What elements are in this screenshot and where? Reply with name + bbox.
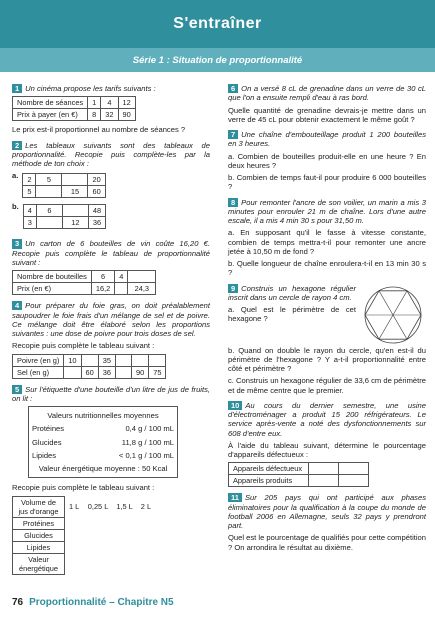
exercise-question-a: a. Combien de bouteilles produit-elle en une heure ? En deux heures ? bbox=[228, 151, 426, 170]
exercise-question: Recopie puis complète le tableau suivant : bbox=[12, 341, 155, 351]
exercise-question: À l'aide du tableau suivant, détermine le pourcentage d'appareils défectueux : bbox=[228, 440, 426, 459]
page-number: 76 bbox=[12, 597, 24, 608]
foie-gras-table bbox=[12, 354, 166, 379]
nutrient-value: 11,8 g / 100 mL bbox=[121, 437, 174, 447]
exercise-question: Quel est le pourcentage de qualifiés pour cette compétition ? On arrondira le résultat au dixième. bbox=[228, 533, 426, 552]
table-cell: Appareils produits bbox=[229, 475, 309, 487]
table-cell bbox=[132, 354, 149, 366]
table-cell: 48 bbox=[88, 205, 105, 217]
item-label: a. bbox=[12, 171, 19, 181]
exercise-number: 4 bbox=[12, 301, 22, 310]
exercise-number: 5 bbox=[12, 385, 22, 394]
table-cell: 5 bbox=[36, 174, 62, 186]
table-cell: 2 L bbox=[140, 502, 152, 512]
exercise-text: Pour préparer du foie gras, on doit préalablement saupoudrer le foie frais d'un mélange de sel et de poivre. Ce mélange doit être élaboré selon les proportions suivantes : une dose de poivre pour trois doses de sel. bbox=[12, 301, 210, 338]
table-cell: 60 bbox=[81, 366, 98, 378]
nutrient-value: < 0,1 g / 100 mL bbox=[118, 450, 174, 460]
nutrition-title: Valeurs nutritionnelles moyennes bbox=[47, 411, 159, 421]
exercise-question-c: c. Construis un hexagone régulier de 33,6 cm de périmètre et de même centre que le premier. bbox=[228, 376, 426, 395]
exercise-number: 10 bbox=[228, 401, 242, 410]
table-cell: 10 bbox=[64, 354, 81, 366]
exercise-text: Les tableaux suivants sont des tableaux de proportionnalité. Recopie puis complète-les par la méthode de ton choix : bbox=[12, 140, 210, 169]
table-cell: 90 bbox=[132, 366, 149, 378]
table-cell: 0,25 L bbox=[87, 502, 109, 512]
table-cell: 60 bbox=[88, 186, 105, 198]
table-cell: 4 bbox=[101, 97, 118, 109]
exercise-number: 8 bbox=[228, 198, 238, 207]
table-cell bbox=[149, 354, 166, 366]
exercise-text: Sur 205 pays qui ont participé aux phases éliminatoires pour la qualification à la coupe du monde de football 2006 en Allemagne, seuls 32 pays y prendront part. bbox=[228, 493, 426, 531]
table-cell: 6 bbox=[36, 205, 62, 217]
exercise-number: 7 bbox=[228, 130, 238, 139]
table-cell: 16,2 bbox=[91, 283, 114, 295]
table-cell bbox=[115, 283, 128, 295]
table-cell bbox=[116, 354, 132, 366]
exercise-9 bbox=[228, 284, 426, 395]
table-cell: 5 bbox=[23, 186, 36, 198]
table-cell bbox=[62, 205, 88, 217]
chapter-header bbox=[0, 0, 435, 86]
table-cell: Prix à payer (en €) bbox=[13, 109, 88, 121]
table-cell: 3 bbox=[23, 217, 36, 229]
defect-table bbox=[228, 462, 369, 487]
table-cell: Protéines bbox=[13, 517, 65, 529]
tarif-table bbox=[12, 96, 136, 121]
exercise-number: 1 bbox=[12, 84, 22, 93]
table-cell: 24,3 bbox=[128, 283, 156, 295]
exercise-question: Le prix est-il proportionnel au nombre de séances ? bbox=[12, 125, 186, 135]
exercise-number: 11 bbox=[228, 493, 242, 502]
exercise-8 bbox=[228, 198, 426, 278]
exercise-2 bbox=[12, 141, 210, 234]
table-cell: Prix (en €) bbox=[13, 283, 92, 295]
table-cell: Lipides bbox=[13, 541, 65, 553]
table-cell bbox=[81, 354, 98, 366]
exercise-question: Recopie puis complète le tableau suivant : bbox=[12, 483, 155, 493]
exercise-number: 2 bbox=[12, 141, 22, 150]
exercise-text: Construis un hexagone régulier inscrit dans un cercle de rayon 4 cm. bbox=[228, 283, 356, 302]
exercise-text: On a versé 8 cL de grenadine dans un verre de 30 cL que l'on a ensuite rempli d'eau à ras bord. bbox=[228, 84, 426, 103]
exercise-1 bbox=[12, 84, 210, 135]
page-title: S'entraîner bbox=[173, 15, 262, 32]
series-title: Série 1 : Situation de proportionnalité bbox=[132, 55, 303, 66]
nutrient-name: Protéines bbox=[32, 424, 65, 434]
nutrient-value: 0,4 g / 100 mL bbox=[125, 424, 174, 434]
table-cell bbox=[116, 366, 132, 378]
table-cell: 35 bbox=[98, 354, 115, 366]
exercise-7 bbox=[228, 130, 426, 192]
table-cell: 6 bbox=[91, 271, 114, 283]
table-cell bbox=[36, 217, 62, 229]
proportion-table-b bbox=[23, 204, 106, 229]
table-cell: 90 bbox=[118, 109, 135, 121]
exercise-text: Au cours du dernier semestre, une usine d'électroménager a produit 15 200 réfrigérateurs. Le service après-vente a noté des dysfonctionnements sur 608 d'entre eux. bbox=[228, 400, 426, 438]
hexagon-figure bbox=[360, 284, 426, 346]
nutrition-label bbox=[28, 406, 178, 478]
exercise-4 bbox=[12, 301, 210, 378]
exercise-5 bbox=[12, 385, 210, 575]
exercise-6 bbox=[228, 84, 426, 124]
table-cell: 1 bbox=[88, 97, 101, 109]
wine-table bbox=[12, 270, 156, 295]
item-label: b. bbox=[12, 202, 19, 212]
page-footer bbox=[12, 597, 174, 609]
table-cell: Sel (en g) bbox=[13, 366, 64, 378]
exercise-question-b: b. Quand on double le rayon du cercle, qu'en est-il du périmètre de l'hexagone ? Y a-t-il proportionnalité entre côté et périmètre ? bbox=[228, 345, 426, 373]
exercise-question-a: a. En supposant qu'il le fasse à vitesse constante, combien de temps mettra-t-il pour remonter une ancre jetée à 10,50 m de fond ? bbox=[228, 228, 426, 256]
table-cell: Nombre de séances bbox=[13, 97, 88, 109]
exercise-11 bbox=[228, 493, 426, 552]
table-cell: 32 bbox=[101, 109, 118, 121]
table-cell: Glucides bbox=[13, 529, 65, 541]
right-column bbox=[228, 84, 426, 558]
exercise-question: Quelle quantité de grenadine devrais-je mettre dans un verre de 45 cL pour obtenir exactement le même goût ? bbox=[228, 105, 426, 124]
table-cell: 12 bbox=[118, 97, 135, 109]
table-cell bbox=[339, 463, 369, 475]
exercise-question-a: a. Quel est le périmètre de cet hexagone ? bbox=[228, 305, 356, 324]
table-cell: 4 bbox=[23, 205, 36, 217]
table-cell: Valeur énergétique bbox=[13, 553, 65, 574]
exercise-text: Pour remonter l'ancre de son voilier, un marin a mis 3 minutes pour enrouler 21 m de chaîne. Lors d'une autre escale, il a mis 4 min 30 s pour 31,50 m. bbox=[228, 197, 426, 225]
table-cell bbox=[62, 174, 88, 186]
table-cell: 15 bbox=[62, 186, 88, 198]
exercise-text: Une chaîne d'embouteillage produit 1 200 bouteilles en 3 heures. bbox=[228, 130, 426, 149]
table-cell bbox=[309, 475, 339, 487]
table-cell bbox=[64, 366, 81, 378]
nutrient-name: Lipides bbox=[32, 450, 57, 460]
exercise-number: 3 bbox=[12, 239, 22, 248]
table-cell: 36 bbox=[88, 217, 105, 229]
exercise-question-b: b. Combien de temps faut-il pour produire 6 000 bouteilles ? bbox=[228, 173, 426, 192]
table-cell: 12 bbox=[62, 217, 88, 229]
exercise-10 bbox=[228, 401, 426, 488]
energy-value: Valeur énergétique moyenne : 50 Kcal bbox=[38, 464, 168, 474]
table-cell: 1,5 L bbox=[116, 502, 133, 512]
chapter-label: Proportionnalité – Chapitre N5 bbox=[29, 597, 174, 608]
exercise-question-b: b. Quelle longueur de chaîne enroulera-t-il en 13 min 30 s ? bbox=[228, 259, 426, 278]
proportion-table-a bbox=[22, 173, 105, 198]
exercise-text: Un cinéma propose les tarifs suivants : bbox=[25, 84, 156, 93]
exercise-number: 6 bbox=[228, 84, 238, 93]
table-cell: Appareils défectueux bbox=[229, 463, 309, 475]
table-cell: Volume de jus d'orange bbox=[13, 496, 65, 517]
table-cell: Nombre de bouteilles bbox=[13, 271, 92, 283]
exercise-number: 9 bbox=[228, 284, 238, 293]
exercise-text: Un carton de 6 bouteilles de vin coûte 16,20 €. Recopie puis complète le tableau de proportionnalité suivant : bbox=[12, 239, 210, 267]
table-cell: 75 bbox=[149, 366, 166, 378]
table-cell: Poivre (en g) bbox=[13, 354, 64, 366]
table-cell: 20 bbox=[88, 174, 105, 186]
juice-table bbox=[12, 496, 156, 575]
table-cell: 8 bbox=[88, 109, 101, 121]
table-cell bbox=[36, 186, 62, 198]
exercise-3 bbox=[12, 239, 210, 295]
table-cell bbox=[339, 475, 369, 487]
table-cell: 36 bbox=[98, 366, 115, 378]
table-cell: 1 L bbox=[69, 502, 80, 512]
left-column bbox=[12, 84, 210, 581]
table-cell: 2 bbox=[23, 174, 36, 186]
table-cell bbox=[309, 463, 339, 475]
table-cell bbox=[128, 271, 156, 283]
exercise-text: Sur l'étiquette d'une bouteille d'un litre de jus de fruits, on lit : bbox=[12, 384, 210, 403]
nutrient-name: Glucides bbox=[32, 437, 62, 447]
table-cell: 4 bbox=[115, 271, 128, 283]
